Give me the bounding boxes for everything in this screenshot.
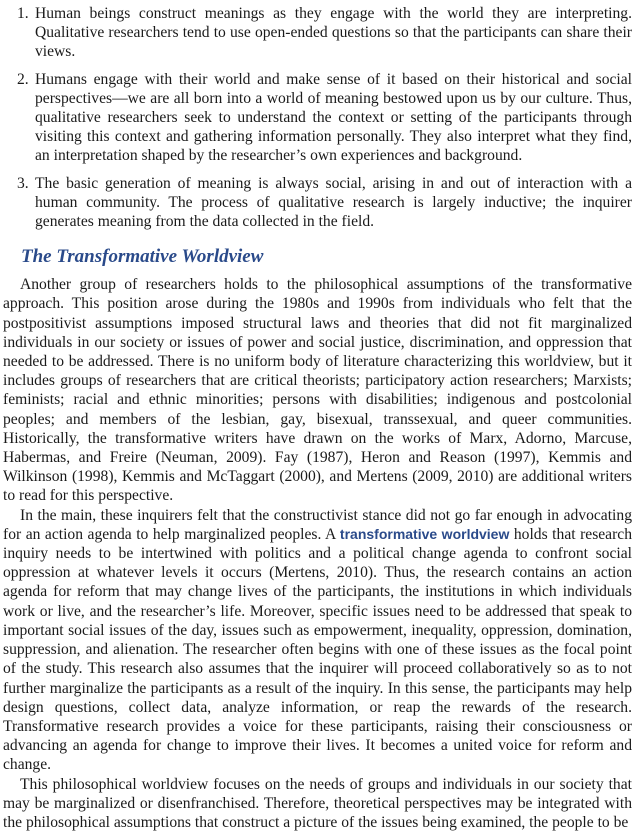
list-item — [17, 4, 632, 62]
list-item-text: The basic generation of meaning is always social, arising in and out of interaction with a human community. The process of qualitative research is largely inductive; the inquirer generates meaning from the data collected in the field. — [35, 174, 632, 231]
list-item-number: 1. — [17, 5, 29, 22]
paragraph-1: Another group of researchers holds to the philosophical assumptions of the transformative approach. This position arose during the 1980s and 1990s from individuals who felt that the postpositivist assumptions imposed structural laws and theories that did not fit marginalized individuals in our society or issues of power and social justice, discrimination, and oppression that needed to be addressed. There is no uniform body of literature characterizing this worldview, but it includes groups of researchers that are critical theorists; participatory action researchers; Marxists; feminists; racial and ethnic minorities; persons with disabilities; indigenous and postcolonial peoples; and members of the lesbian, gay, bisexual, transsexual, and queer communities. Historically, the transformative writers have drawn on the works of Marx, Adorno, Marcuse, Habermas, and Freire (Neuman, 2009). Fay (1987), Heron and Reason (1997), Kemmis and Wilkinson (1998), Kemmis and McTaggart (2000), and Mertens (2009, 2010) are additional writers to read for this perspective. — [3, 276, 632, 505]
section-heading: The Transformative Worldview — [21, 246, 264, 268]
key-term: transformative worldview — [339, 525, 510, 542]
list-item-number: 3. — [17, 174, 29, 192]
list-item — [17, 174, 632, 232]
list-item-text: Humans engage with their world and make sense of it based on their historical and social perspectives—we are all born into a world of meaning bestowed upon us by our culture. Thus, qualitative researchers seek to understand the context or setting of the participants through visiting this context and gathering information personally. They also interpret what they find, an interpretation shaped by the researcher’s own experiences and background. — [35, 70, 632, 165]
principles-list — [3, 4, 632, 231]
paragraph-2-text-before: In the main, these inquirers felt that the constructivist stance did not go far enough in advocating for an action agenda to help marginalized peoples. A — [3, 506, 632, 543]
document-page — [3, 4, 632, 832]
list-item-text: Human beings construct meanings as they engage with the world they are interpreting. Qualitative researchers tend to use open-ended questions so that the participants can share their views. — [35, 5, 632, 61]
list-item — [17, 70, 632, 166]
list-item-number: 2. — [17, 70, 29, 88]
paragraph-2-text-after: holds that research inquiry needs to be intertwined with politics and a political change agenda to confront social oppression at whatever levels it occurs (Mertens, 2010). Thus, the research contains an action agenda for reform that may change lives of the participants, the institutions in which individuals work or live, and the researcher’s life. Moreover, specific issues need to be addressed that speak to important social issues of the day, issues such as empowerment, inequality, oppression, domination, suppression, and alienation. The researcher often begins with one of these issues as the focal point of the study. This research also assumes that the inquirer will proceed collaboratively so as to not further marginalize the participants as a result of the inquiry. In this sense, the participants may help design questions, collect data, analyze information, or reap the rewards of the research. Transformative research provides a voice for these participants, raising their consciousness or advancing an agenda for change to improve their lives. It becomes a united voice for reform and change. — [3, 525, 633, 774]
paragraph-2 — [3, 506, 632, 775]
paragraph-3: This philosophical worldview focuses on the needs of groups and individuals in our society that may be marginalized or disenfranchised. Therefore, theoretical perspectives may be integrated with the philosophical assumptions that construct a picture of the issues being examined, the people to be — [3, 775, 632, 831]
